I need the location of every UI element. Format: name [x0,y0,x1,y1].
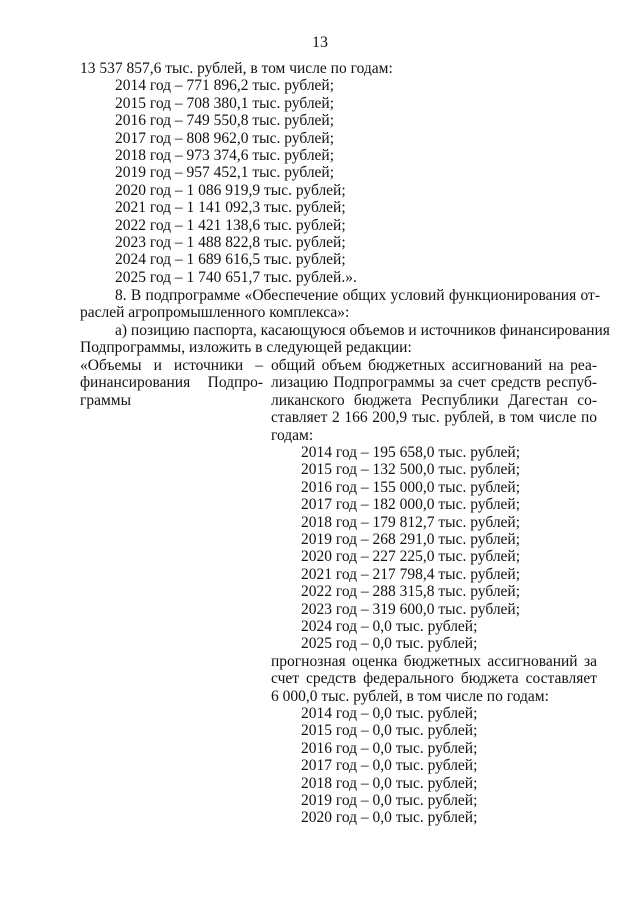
federal-year-line: 2017 год – 0,0 тыс. рублей; [301,757,478,775]
republic-year-line: 2020 год – 227 225,0 тыс. рублей; [301,548,521,566]
intro-line: ставляет 2 166 200,9 тыс. рублей, в том числе по [271,409,597,427]
republic-year-line: 2015 год – 132 500,0 тыс. рублей; [301,461,521,479]
year-line: 2024 год – 1 689 616,5 тыс. рублей; [115,251,346,269]
republic-year-line: 2025 год – 0,0 тыс. рублей; [301,635,478,653]
federal-year-line: 2015 год – 0,0 тыс. рублей; [301,722,478,740]
republic-year-line: 2018 год – 179 812,7 тыс. рублей; [301,513,521,531]
year-line: 2022 год – 1 421 138,6 тыс. рублей; [115,216,346,234]
federal-line: прогнозная оценка бюджетных ассигнований за [271,652,597,670]
intro-line: годам: [271,426,314,444]
intro-line: лизацию Подпрограммы за счет средств респуб- [271,374,597,392]
federal-year-line: 2019 год – 0,0 тыс. рублей; [301,791,478,809]
intro-line: общий объем бюджетных ассигнований на реа- [271,357,597,374]
left-line2: финансирования Подпро- [80,374,263,392]
republic-year-line: 2024 год – 0,0 тыс. рублей; [301,617,478,635]
left-line3: граммы [80,391,132,409]
year-line: 2014 год – 771 896,2 тыс. рублей; [115,77,335,95]
year-line: 2020 год – 1 086 919,9 тыс. рублей; [115,181,346,199]
passport-right-column [271,357,597,827]
paragraph-8 [80,287,610,357]
federal-year-line: 2014 год – 0,0 тыс. рублей; [301,704,478,722]
top-years-block [80,60,600,286]
year-line: 2017 год – 808 962,0 тыс. рублей; [115,129,335,147]
item-a-line2: Подпрограммы, изложить в следующей редакции: [80,339,412,357]
republic-years-list [271,444,597,653]
republic-year-line: 2022 год – 288 315,8 тыс. рублей; [301,583,521,601]
federal-year-line: 2016 год – 0,0 тыс. рублей; [301,739,478,757]
republic-year-line: 2021 год – 217 798,4 тыс. рублей; [301,565,521,583]
republic-year-line: 2016 год – 155 000,0 тыс. рублей; [301,478,521,496]
item8-line1: 8. В подпрограмме «Обеспечение общих условий функционирования от- [115,287,600,304]
year-line: 2021 год – 1 141 092,3 тыс. рублей; [115,199,346,217]
year-line: 2015 год – 708 380,1 тыс. рублей; [115,94,335,112]
republic-year-line: 2017 год – 182 000,0 тыс. рублей; [301,496,521,514]
passport-left-column [80,357,263,409]
year-line: 2019 год – 957 452,1 тыс. рублей; [115,164,335,182]
intro-line: ликанского бюджета Республики Дагестан со- [271,391,597,409]
federal-line: 6 000,0 тыс. рублей, в том числе по годам: [271,687,549,705]
item8-line2: раслей агропромышленного комплекса»: [80,304,350,322]
item-a-line1: а) позицию паспорта, касающуюся объемов и источников финансирования [115,321,610,339]
federal-years-list [271,705,597,827]
republic-year-line: 2014 год – 195 658,0 тыс. рублей; [301,444,521,462]
year-line: 2025 год – 1 740 651,7 тыс. рублей.». [115,268,357,286]
federal-year-line: 2018 год – 0,0 тыс. рублей; [301,774,478,792]
total-line: 13 537 857,6 тыс. рублей, в том числе по годам: [80,60,393,77]
republic-year-line: 2019 год – 268 291,0 тыс. рублей; [301,530,521,548]
page-number: 13 [312,34,328,51]
left-line1: «Объемы и источники – [80,357,263,374]
year-line: 2018 год – 973 374,6 тыс. рублей; [115,146,335,164]
republic-year-line: 2023 год – 319 600,0 тыс. рублей; [301,600,521,618]
year-line: 2016 год – 749 550,8 тыс. рублей; [115,112,335,130]
federal-year-line: 2020 год – 0,0 тыс. рублей; [301,809,478,827]
year-line: 2023 год – 1 488 822,8 тыс. рублей; [115,233,346,251]
federal-line: счет средств федерального бюджета составляет [271,670,597,688]
